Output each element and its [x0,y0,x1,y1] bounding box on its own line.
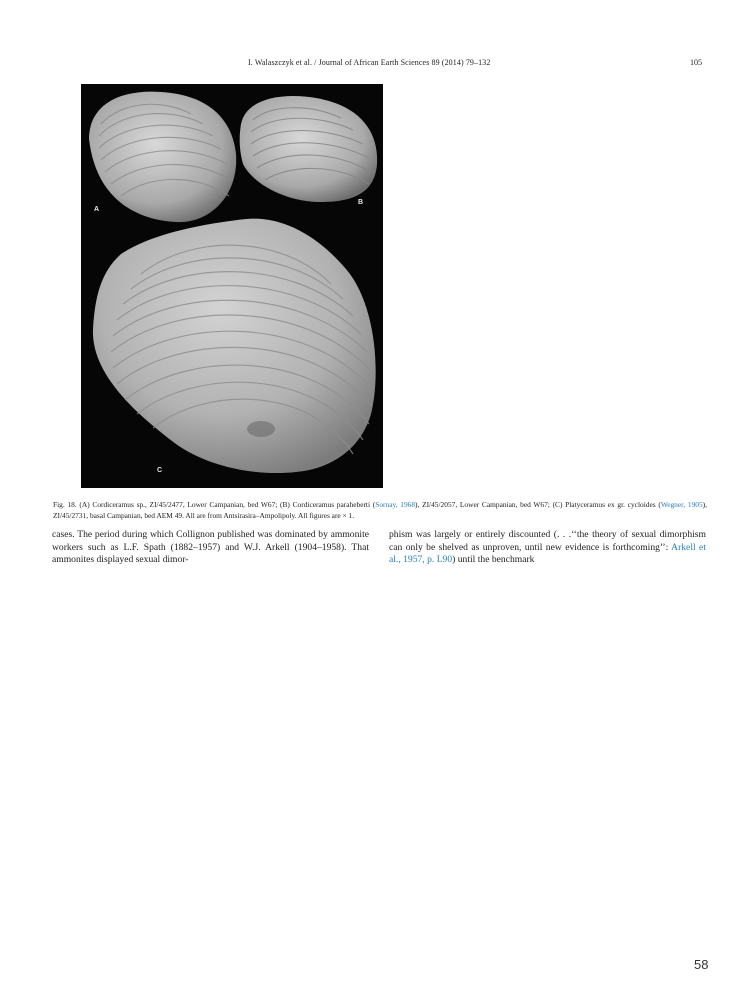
right-paragraph [389,529,706,567]
body-column-left [52,529,369,567]
specimen-b-shell [240,96,377,202]
body-column-right [389,529,706,567]
specimen-c-shell [93,219,376,473]
caption-citation-sornay[interactable]: Sornay, 1968 [375,500,416,509]
panel-label-a: A [94,206,100,213]
journal-citation: I. Walaszczyk et al. / Journal of African Earth Sciences 89 (2014) 79–132 [248,58,491,67]
caption-text-3: ), ZI/45/2731, basal Campanian, bed AEM 49. All are from Antsirasira–Ampolipoly. All figures are × 1. [53,500,707,520]
right-citation-arkell[interactable]: Arkell et al., 1957, p. L90 [389,541,706,566]
right-text-2: ) until the benchmark [452,554,535,566]
left-paragraph: cases. The period during which Collignon published was dominated by ammonite workers such as L.F. Spath (1882–1957) and W.J. Arkell (1904–1958). That ammonites displayed sexual dimor- [52,529,369,566]
caption-text-2: ), ZI/45/2057, Lower Campanian, bed W67; (C) Platyceramus ex gr. cycloides ( [415,500,661,509]
fossil-plate-illustration [81,84,383,488]
caption-text-1: Fig. 18. (A) Cordiceramus sp., ZI/45/2477, Lower Campanian, bed W67; (B) Cordiceramus paraheberti ( [53,500,376,509]
panel-label-c: C [157,467,163,474]
running-head [0,58,746,70]
figure-caption [53,500,707,521]
caption-citation-wegner[interactable]: Wegner, 1905 [660,500,703,509]
footer-page-number: 58 [694,957,709,972]
right-text-1: phism was largely or entirely discounted (. . .‘‘the theory of sexual dimorphism can only be shelved as unproven, until new evidence is forthcoming’’: [389,529,706,553]
specimen-a-shell [89,92,236,222]
header-page-number: 105 [690,58,702,67]
panel-label-b: B [358,199,364,206]
fossil-figure [81,84,383,488]
